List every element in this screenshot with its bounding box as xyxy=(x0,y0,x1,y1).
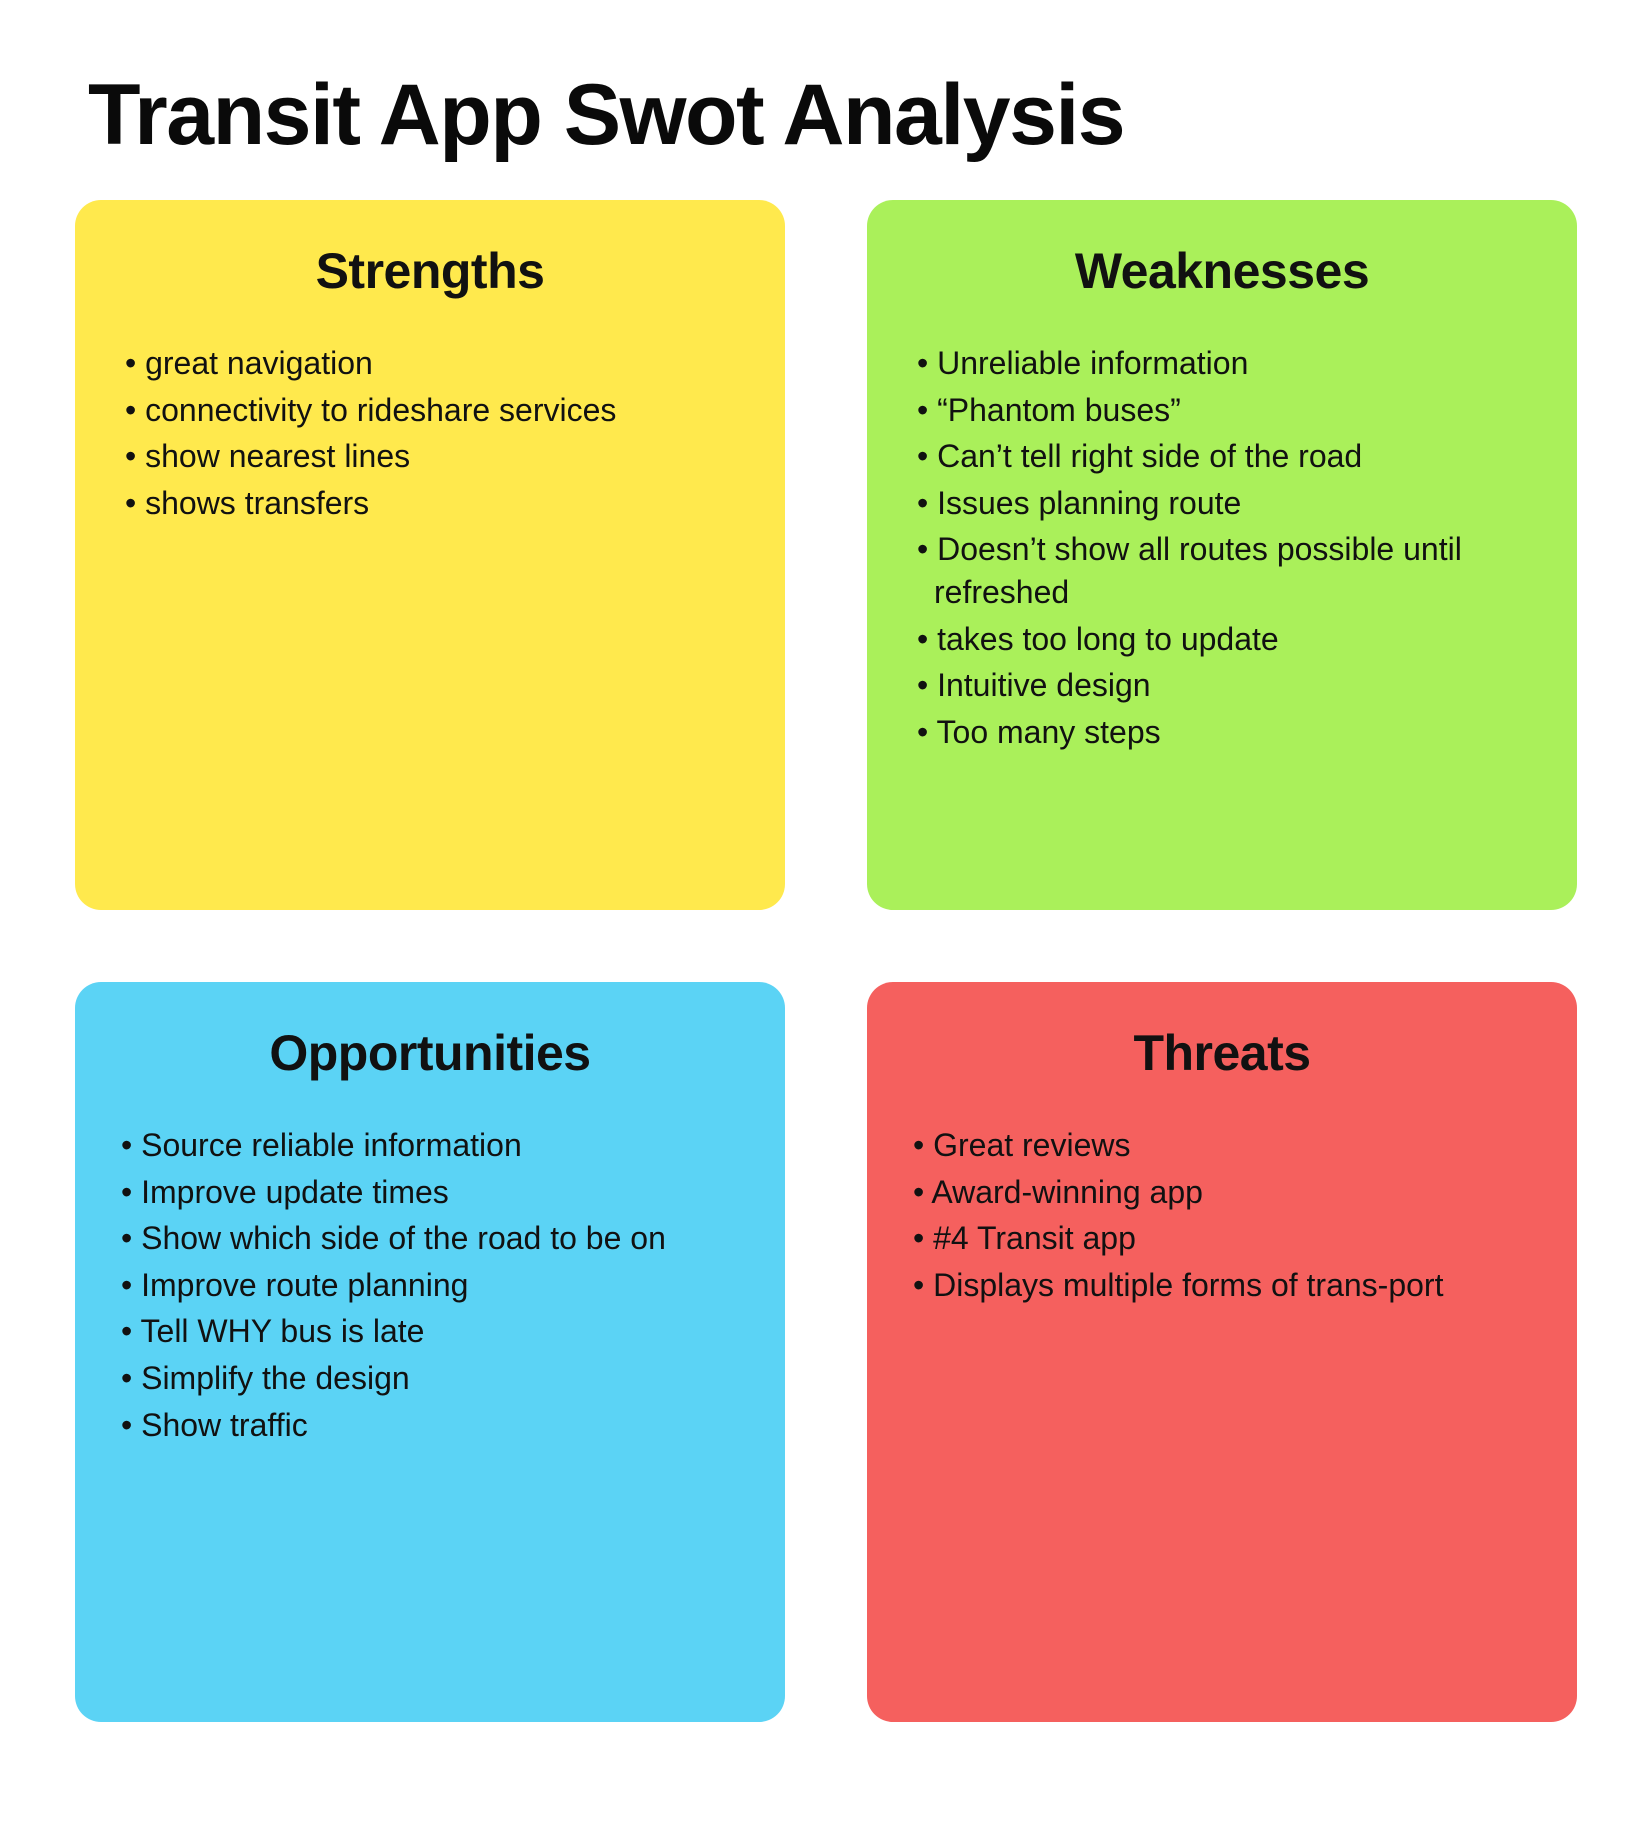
threats-list xyxy=(907,1124,1537,1306)
quadrant-threats xyxy=(867,982,1577,1722)
opportunities-list xyxy=(115,1124,745,1446)
list-item: • show nearest lines xyxy=(125,435,741,478)
list-item: • Doesn’t show all routes possible until refreshed xyxy=(917,528,1533,613)
quadrant-weaknesses xyxy=(867,200,1577,910)
quadrant-title-threats: Threats xyxy=(1133,1025,1311,1082)
list-item: • Improve route planning xyxy=(121,1264,741,1307)
list-item: • Show which side of the road to be on xyxy=(121,1217,741,1260)
list-item: • Can’t tell right side of the road xyxy=(917,435,1533,478)
quadrant-title-weaknesses: Weaknesses xyxy=(1074,243,1370,300)
swot-grid xyxy=(75,200,1582,1722)
quadrant-title-strengths: Strengths xyxy=(315,243,545,300)
list-item: • shows transfers xyxy=(125,482,741,525)
list-item: • Issues planning route xyxy=(917,482,1533,525)
list-item: • Tell WHY bus is late xyxy=(121,1310,741,1353)
list-item: • Great reviews xyxy=(913,1124,1533,1167)
list-item: • Source reliable information xyxy=(121,1124,741,1167)
list-item: • Displays multiple forms of trans-port xyxy=(913,1264,1533,1307)
list-item: • great navigation xyxy=(125,342,741,385)
list-item: • Simplify the design xyxy=(121,1357,741,1400)
list-item: • “Phantom buses” xyxy=(917,389,1533,432)
weaknesses-list xyxy=(907,342,1537,753)
list-item: • Improve update times xyxy=(121,1171,741,1214)
quadrant-strengths xyxy=(75,200,785,910)
quadrant-opportunities xyxy=(75,982,785,1722)
strengths-list xyxy=(115,342,745,524)
list-item: • Award-winning app xyxy=(913,1171,1533,1214)
list-item: • Intuitive design xyxy=(917,664,1533,707)
list-item: • connectivity to rideshare services xyxy=(125,389,741,432)
list-item: • takes too long to update xyxy=(917,618,1533,661)
list-item: • Unreliable information xyxy=(917,342,1533,385)
page-title: Transit App Swot Analysis xyxy=(88,67,1125,163)
list-item: • #4 Transit app xyxy=(913,1217,1533,1260)
list-item: • Too many steps xyxy=(917,711,1533,754)
list-item: • Show traffic xyxy=(121,1404,741,1447)
quadrant-title-opportunities: Opportunities xyxy=(269,1025,591,1082)
